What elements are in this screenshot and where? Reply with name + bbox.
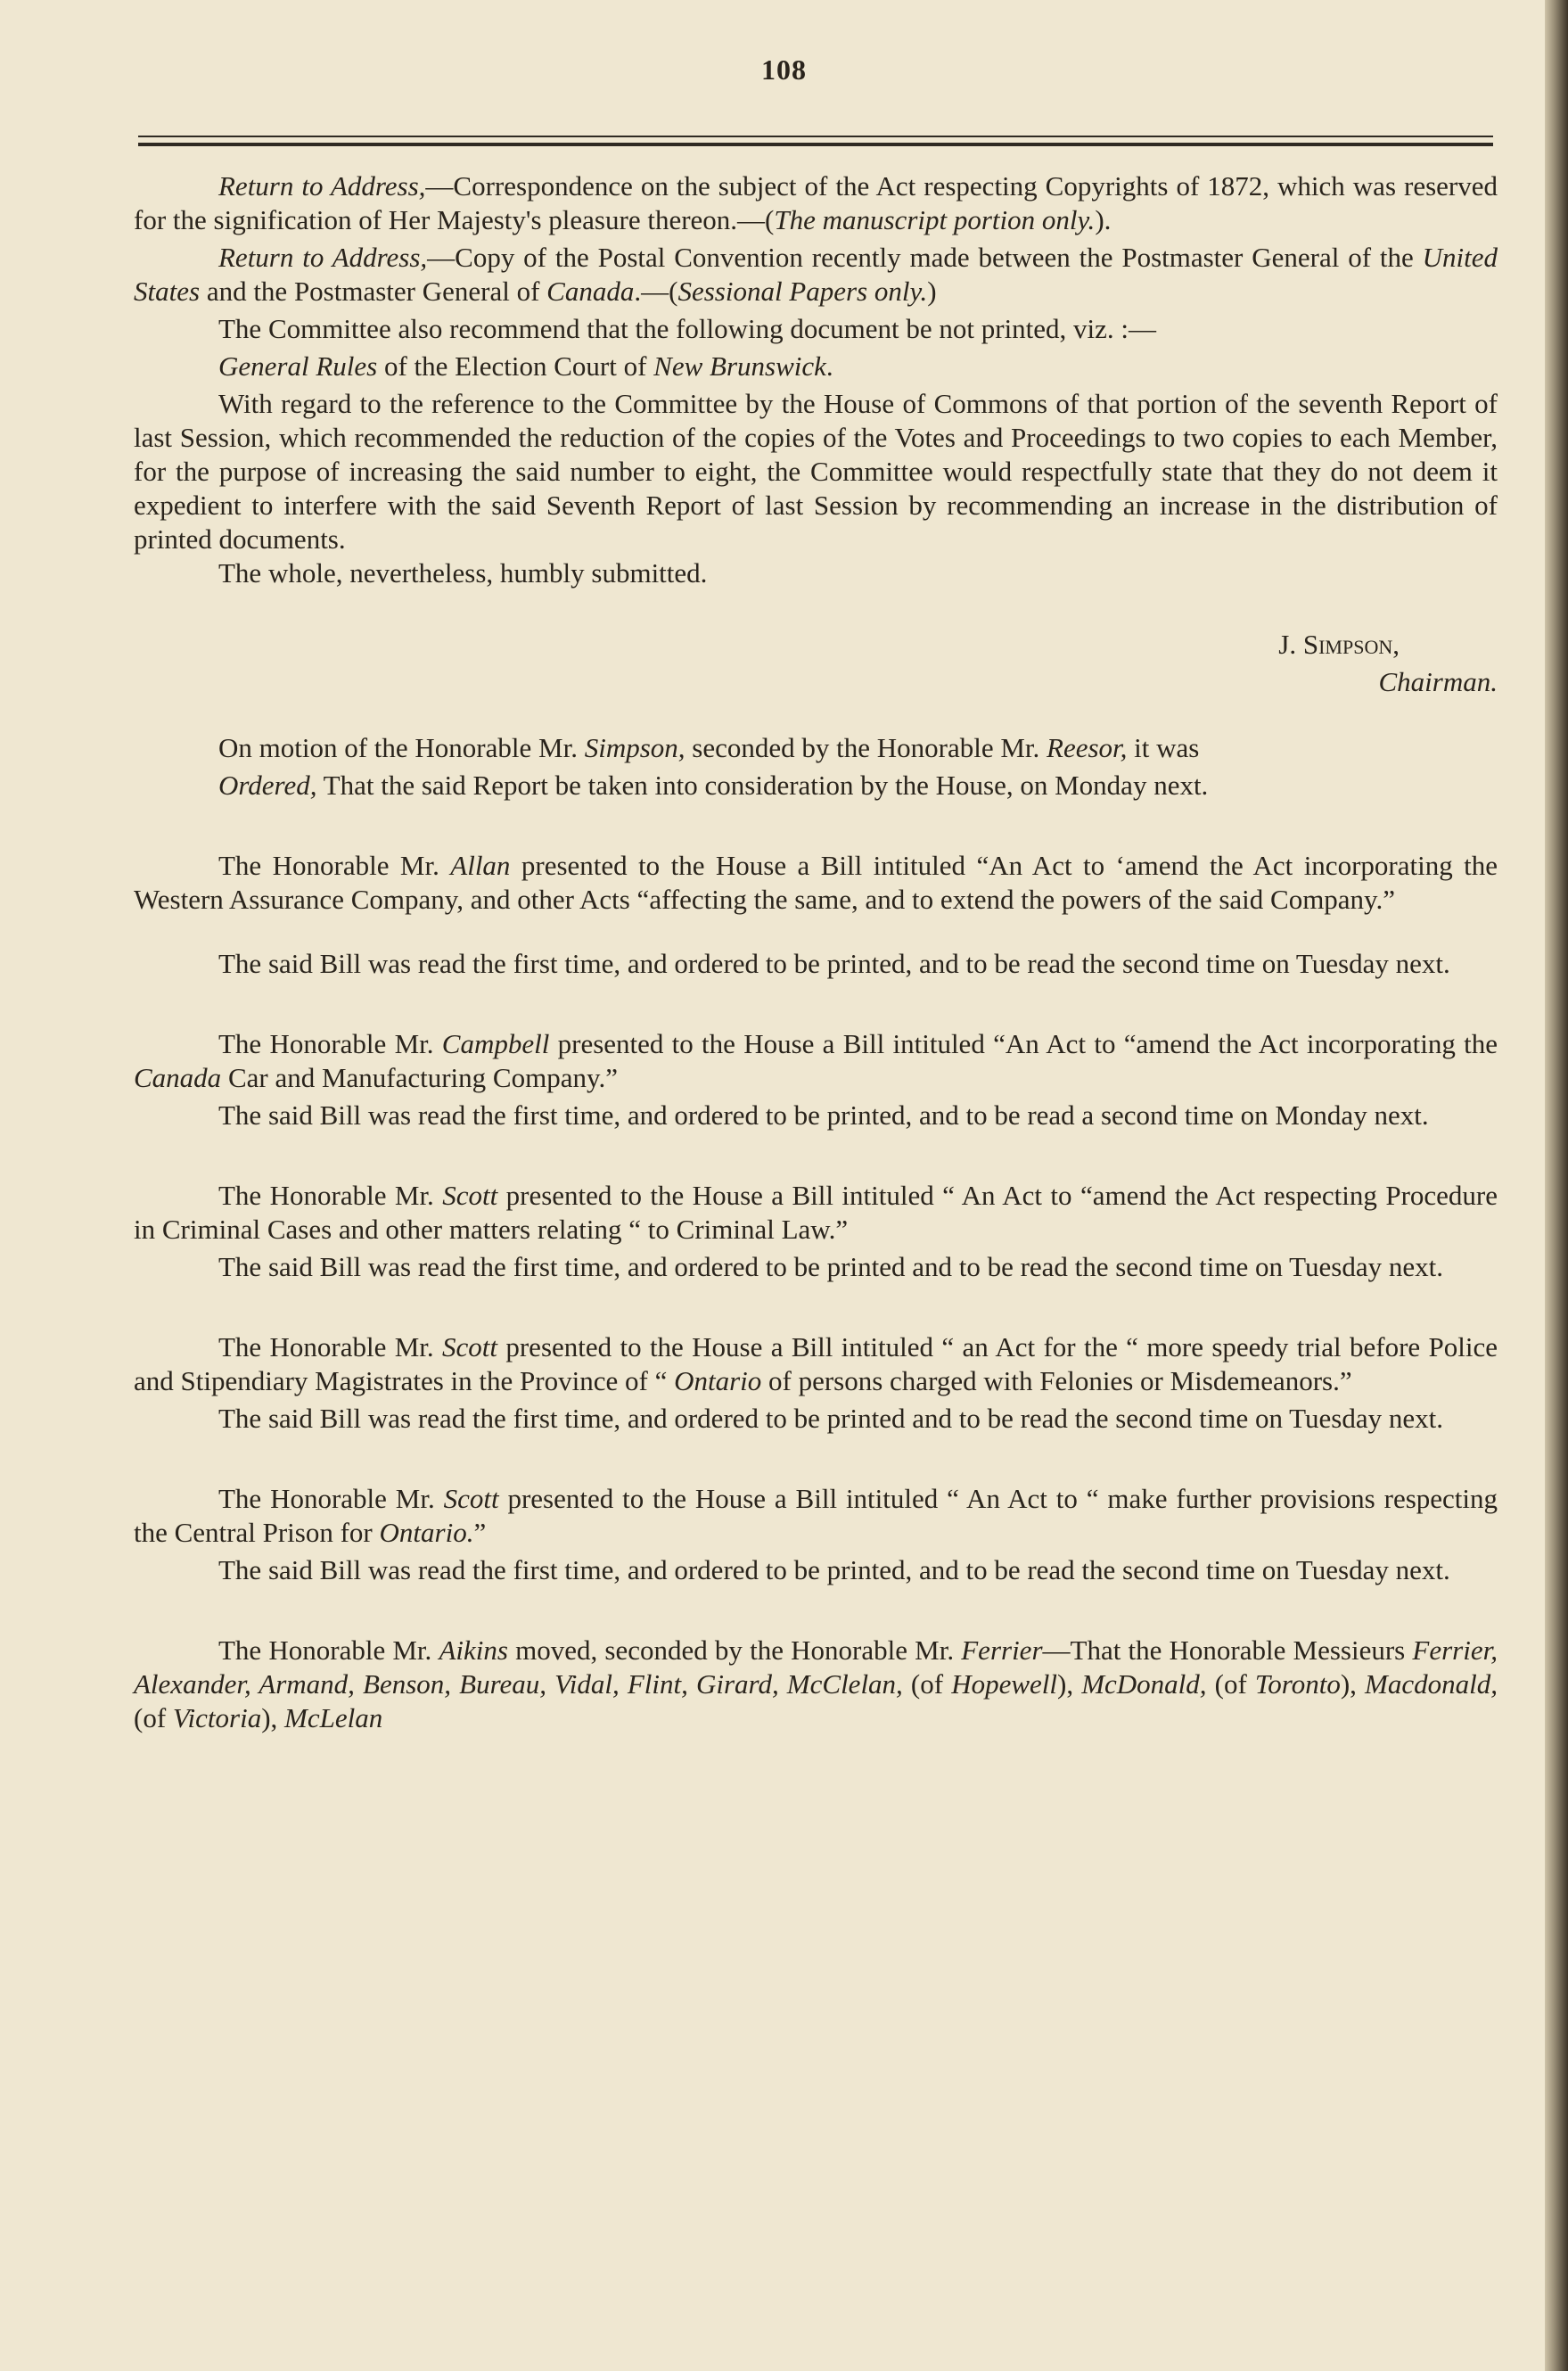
page-body [134,169,1498,1735]
paragraph-scott-prison-bill: The Honorable Mr. Scott presented to the House a Bill intituled “ An Act to “ make further provisions respecting the Central Prison for Ontario.” [134,1483,1498,1548]
paragraph-allan-reading: The said Bill was read the first time, and ordered to be printed, and to be read the second time on Tuesday next. [218,948,1450,979]
paragraph-motion: On motion of the Honorable Mr. Simpson, seconded by the Honorable Mr. Reesor, it was [218,732,1200,763]
paragraph-scott-criminal-bill: The Honorable Mr. Scott presented to the House a Bill intituled “ An Act to “amend the Act respecting Procedure in Criminal Cases and other matters relating “ to Criminal Law.” [134,1180,1498,1245]
paragraph-allan-bill: The Honorable Mr. Allan presented to the House a Bill intituled “An Act to ‘amend the Act incorporating the Western Assurance Company, and other Acts “affecting the same, and to extend the powers of the said Company.” [134,850,1498,915]
paragraph-general-rules: General Rules of the Election Court of New Brunswick. [218,350,833,382]
header-rule-thin [138,136,1493,137]
page-binding-edge [1545,0,1568,2371]
paragraph-seventh-report: With regard to the reference to the Committee by the House of Commons of that portion of the seventh Report of last Session, which recommended the reduction of the copies of the Votes and Proceedings to two copies to each Member, for the purpose of increasing the said number to eight, the Committee would respectfully state that they do not deem it expedient to interfere with the said Seventh Report of last Session by recommending an increase in the distribution of printed documents. [134,388,1498,555]
paragraph-return-postal: Return to Address,—Copy of the Postal Convention recently made between the Postmaster General of the United States and the Postmaster General of Canada.—(Sessional Papers only.) [134,242,1498,307]
paragraph-not-printed: The Committee also recommend that the following document be not printed, viz. :— [218,313,1157,344]
paragraph-campbell-reading: The said Bill was read the first time, and ordered to be printed, and to be read a second time on Monday next. [218,1099,1429,1131]
signature-block [134,626,1498,701]
paragraph-aikins-motion: The Honorable Mr. Aikins moved, seconded by the Honorable Mr. Ferrier—That the Honorable Messieurs Ferrier, Alexander, Armand, Benson, Bureau, Vidal, Flint, Girard, McClelan, (of Hopewell), McDonald, (of Toronto), Macdonald, (of Victoria), McLelan [134,1634,1498,1733]
paragraph-campbell-bill: The Honorable Mr. Campbell presented to the House a Bill intituled “An Act to “amend the Act incorporating the Canada Car and Manufacturing Company.” [134,1028,1498,1093]
header-rule-thick [138,143,1493,146]
page-number: 108 [761,54,807,86]
paragraph-scott-criminal-reading: The said Bill was read the first time, and ordered to be printed and to be read the second time on Tuesday next. [218,1251,1443,1282]
signature-role: Chairman. [1378,666,1498,697]
paragraph-ordered: Ordered, That the said Report be taken into consideration by the House, on Monday next. [218,770,1209,801]
paragraph-scott-trial-bill: The Honorable Mr. Scott presented to the House a Bill intituled “ an Act for the “ more speedy trial before Police and Stipendiary Magistrates in the Province of “ Ontario of persons charged with Felonies or Misdemeanors.” [134,1331,1498,1396]
paragraph-scott-prison-reading: The said Bill was read the first time, and ordered to be printed, and to be read the second time on Tuesday next. [218,1554,1450,1585]
signature-name: J. Simpson, [1278,629,1400,660]
paragraph-submitted: The whole, nevertheless, humbly submitted. [218,557,708,589]
paragraph-return-copyright: Return to Address,—Correspondence on the subject of the Act respecting Copyrights of 1872, which was reserved for the signification of Her Majesty's pleasure thereon.—(The manuscript portion only.). [134,170,1498,235]
paragraph-scott-trial-reading: The said Bill was read the first time, and ordered to be printed and to be read the second time on Tuesday next. [218,1403,1443,1434]
